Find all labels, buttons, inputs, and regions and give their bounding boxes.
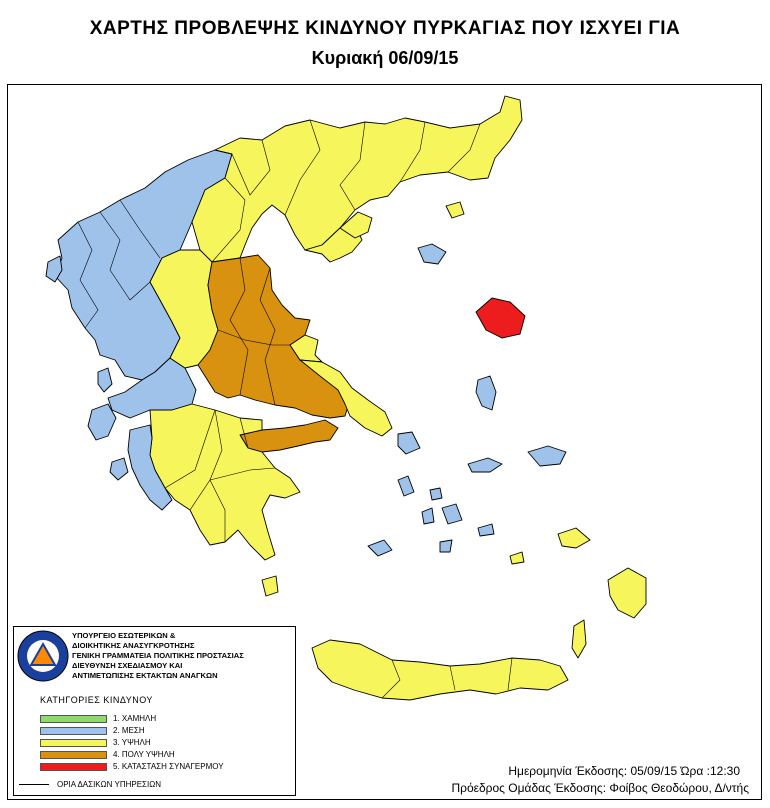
- island-samos: [528, 446, 566, 466]
- legend-label: 3. ΥΨΗΛΗ: [113, 738, 151, 747]
- issue-date: Ημερομηνία Έκδοσης: 05/09/15 Ώρα :12:30: [508, 764, 740, 778]
- island-mykonos: [430, 488, 442, 500]
- island-zakynthos: [110, 458, 128, 480]
- island-kos: [558, 528, 590, 548]
- island-naxos: [442, 504, 462, 524]
- legend-item-low: [40, 713, 156, 724]
- island-lefkada: [98, 368, 112, 392]
- island-paros: [422, 508, 434, 524]
- island-andros: [398, 476, 414, 496]
- ministry-line: ΔΙΕΥΘΥΝΣΗ ΣΧΕΔΙΑΣΜΟΥ ΚΑΙ: [72, 661, 183, 670]
- island-ikaria: [468, 458, 502, 472]
- legend-item-medium: [40, 725, 145, 736]
- legend-swatch: [40, 751, 107, 759]
- ministry-line: ΓΕΝΙΚΗ ΓΡΑΜΜΑΤΕΙΑ ΠΟΛΙΤΙΚΗΣ ΠΡΟΣΤΑΣΙΑΣ: [72, 651, 244, 660]
- civil-protection-logo: [17, 630, 69, 682]
- legend-label: 1. ΧΑΜΗΛΗ: [113, 714, 157, 723]
- island-thassos: [446, 202, 464, 218]
- island-skyros: [398, 432, 420, 454]
- boundary-line-sample: [19, 784, 49, 785]
- island-amorgos: [478, 524, 494, 536]
- legend-item-very-high: [40, 749, 175, 760]
- legend-swatch: [40, 727, 107, 735]
- island-lemnos: [418, 244, 446, 264]
- legend-label: 4. ΠΟΛΥ ΥΨΗΛΗ: [113, 750, 175, 759]
- legend-categories-title: ΚΑΤΗΓΟΡΙΕΣ ΚΙΝΔΥΝΟΥ: [40, 695, 153, 705]
- island-chios: [476, 376, 496, 410]
- legend-swatch: [40, 715, 107, 723]
- ministry-line: ΥΠΟΥΡΓΕΙΟ ΕΣΩΤΕΡΙΚΩΝ &: [72, 631, 176, 640]
- boundary-label: ΟΡΙΑ ΔΑΣΙΚΩΝ ΥΠΗΡΕΣΙΩΝ: [57, 780, 161, 789]
- legend-swatch: [40, 739, 107, 747]
- region-thessaly-central: [198, 255, 350, 418]
- island-karpathos: [572, 620, 586, 658]
- legend-item-high: [40, 737, 151, 748]
- legend-boundary-item: [19, 780, 161, 789]
- issuing-chair: Πρόεδρος Ομάδας Έκδοσης: Φοίβος Θεοδώρου, Δ/ντής: [451, 781, 749, 795]
- island-kalymnos: [510, 552, 524, 564]
- island-kythera: [262, 576, 278, 596]
- island-lesvos: [476, 298, 525, 338]
- map-title: ΧΑΡΤΗΣ ΠΡΟΒΛΕΨΗΣ ΚΙΝΔΥΝΟΥ ΠΥΡΚΑΓΙΑΣ ΠΟΥ ΙΣΧΥΕΙ ΓΙΑ: [89, 18, 681, 39]
- ministry-line: ΔΙΟΙΚΗΤΙΚΗΣ ΑΝΑΣΥΓΚΡΟΤΗΣΗΣ: [72, 641, 195, 650]
- ministry-block: [72, 631, 294, 681]
- legend-panel: [13, 626, 296, 796]
- legend-item-alarm: [40, 761, 224, 772]
- legend-swatch: [40, 763, 107, 771]
- island-milos: [368, 540, 392, 556]
- island-crete: [312, 640, 568, 700]
- legend-label: 5. ΚΑΤΑΣΤΑΣΗ ΣΥΝΑΓΕΡΜΟΥ: [113, 762, 224, 771]
- map-date: Κυριακή 06/09/15: [311, 48, 459, 68]
- ministry-line: ΑΝΤΙΜΕΤΩΠΙΣΗΣ ΕΚΤΑΚΤΩΝ ΑΝΑΓΚΩΝ: [72, 671, 218, 680]
- island-santorini: [440, 540, 452, 552]
- island-rhodes: [608, 568, 646, 618]
- legend-label: 2. ΜΕΣΗ: [113, 726, 145, 735]
